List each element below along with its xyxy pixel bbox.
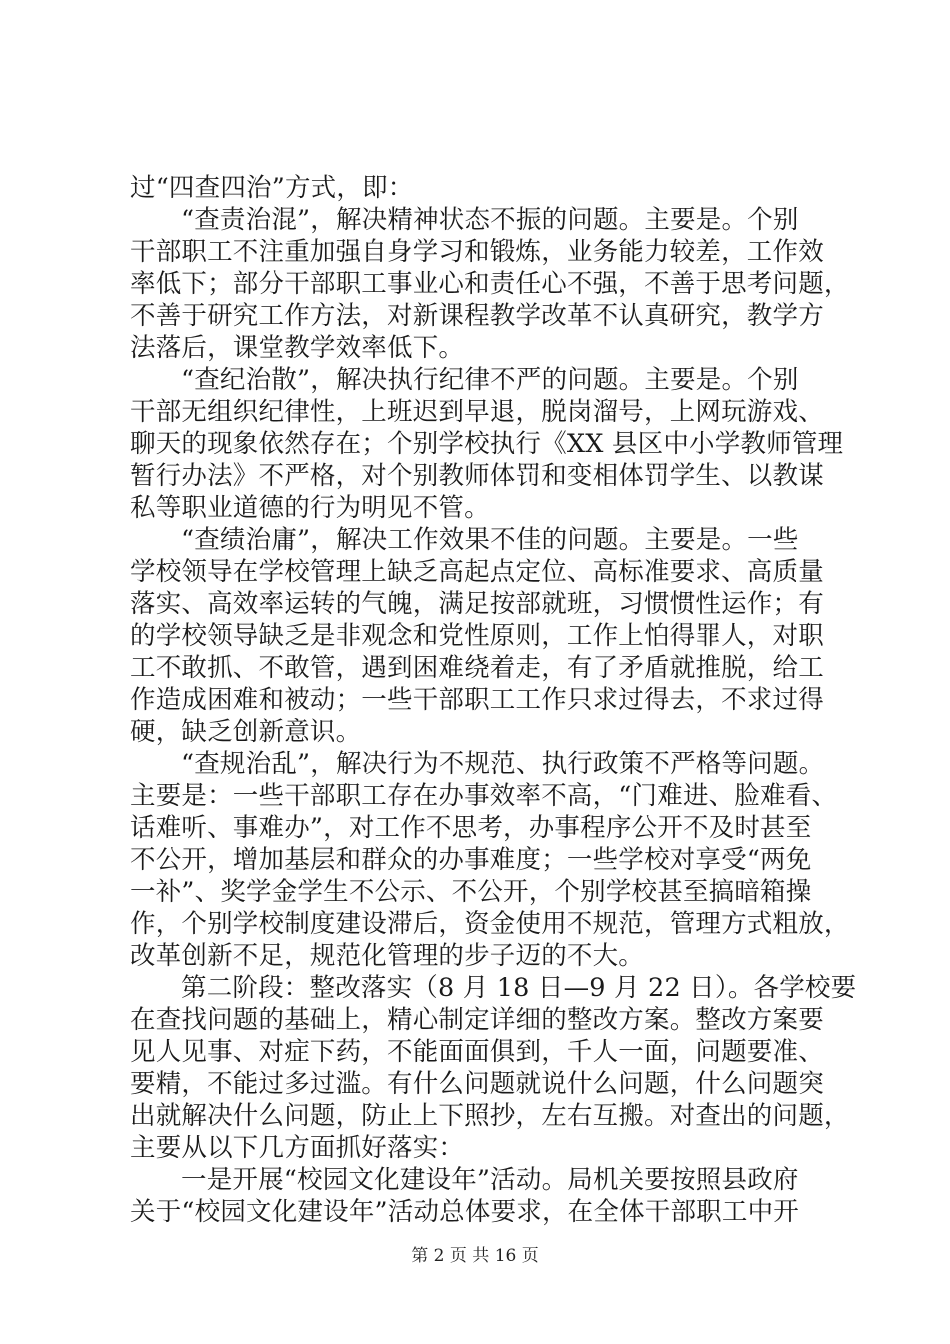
text-line: 在查找问题的基础上，精心制定详细的整改方案。整改方案要 — [130, 1005, 824, 1035]
text-line: 干部无组织纪律性，上班迟到早退，脱岗溜号，上网玩游戏、 — [130, 397, 824, 427]
text-line: 聊天的现象依然存在；个别学校执行《XX 县区中小学教师管理 — [130, 429, 844, 459]
text-line: 私等职业道德的行为明见不管。 — [130, 493, 490, 523]
paragraph-start-line: 第二阶段：整改落实（8 月 18 日—9 月 22 日）。各学校要 — [181, 973, 857, 1003]
document-body — [130, 172, 857, 1228]
text-line: 见人见事、对症下药，不能面面俱到，千人一面，问题要准、 — [130, 1037, 824, 1067]
text-line: 的学校领导缺乏是非观念和党性原则，工作上怕得罪人，对职 — [130, 621, 824, 651]
text-line: 话难听、事难办”，对工作不思考，办事程序公开不及时甚至 — [130, 813, 812, 843]
text-line: 主要从以下几方面抓好落实： — [130, 1133, 465, 1163]
text-line: 作，个别学校制度建设滞后，资金使用不规范，管理方式粗放， — [130, 909, 850, 939]
paragraph-start-line: “查责治混”，解决精神状态不振的问题。主要是。个别 — [181, 205, 799, 235]
paragraph-start-line: 一是开展“校园文化建设年”活动。局机关要按照县政府 — [181, 1165, 799, 1195]
text-line: 落实、高效率运转的气魄，满足按部就班，习惯惯性运作；有 — [130, 589, 824, 619]
text-line: 一补”、奖学金学生不公示、不公开，个别学校甚至搞暗箱操 — [130, 877, 812, 907]
text-line: 干部职工不注重加强自身学习和锻炼，业务能力较差，工作效 — [130, 237, 824, 267]
text-line: 过“四查四治”方式，即： — [130, 173, 414, 203]
text-line: 要精，不能过多过滥。有什么问题就说什么问题，什么问题突 — [130, 1069, 824, 1099]
text-line: 工不敢抓、不敢管，遇到困难绕着走，有了矛盾就推脱，给工 — [130, 653, 824, 683]
text-line: 不公开，增加基层和群众的办事难度；一些学校对享受“两免 — [130, 845, 812, 875]
text-line: 作造成困难和被动；一些干部职工工作只求过得去，不求过得 — [130, 685, 824, 715]
text-line: 主要是：一些干部职工存在办事效率不高，“门难进、脸难看、 — [130, 781, 838, 811]
page-footer — [0, 1244, 950, 1268]
paragraph-start-line: “查规治乱”，解决行为不规范、执行政策不严格等问题。 — [181, 749, 825, 779]
text-line: 改革创新不足，规范化管理的步子迈的不大。 — [130, 941, 645, 971]
text-line: 出就解决什么问题，防止上下照抄，左右互搬。对查出的问题， — [130, 1101, 850, 1131]
text-line: 暂行办法》不严格，对个别教师体罚和变相体罚学生、以教谋 — [130, 461, 824, 491]
text-line: 率低下；部分干部职工事业心和责任心不强，不善于思考问题， — [130, 269, 850, 299]
paragraph-start-line: “查绩治庸”，解决工作效果不佳的问题。主要是。一些 — [181, 525, 799, 555]
text-line: 学校领导在学校管理上缺乏高起点定位、高标准要求、高质量 — [130, 557, 824, 587]
text-line: 法落后，课堂教学效率低下。 — [130, 333, 465, 363]
text-line: 关于“校园文化建设年”活动总体要求，在全体干部职工中开 — [130, 1197, 799, 1227]
paragraph-start-line: “查纪治散”，解决执行纪律不严的问题。主要是。个别 — [181, 365, 799, 395]
text-line: 硬，缺乏创新意识。 — [130, 717, 362, 747]
page-number: 第 2 页 共 16 页 — [411, 1246, 539, 1266]
text-line: 不善于研究工作方法，对新课程教学改革不认真研究，教学方 — [130, 301, 824, 331]
